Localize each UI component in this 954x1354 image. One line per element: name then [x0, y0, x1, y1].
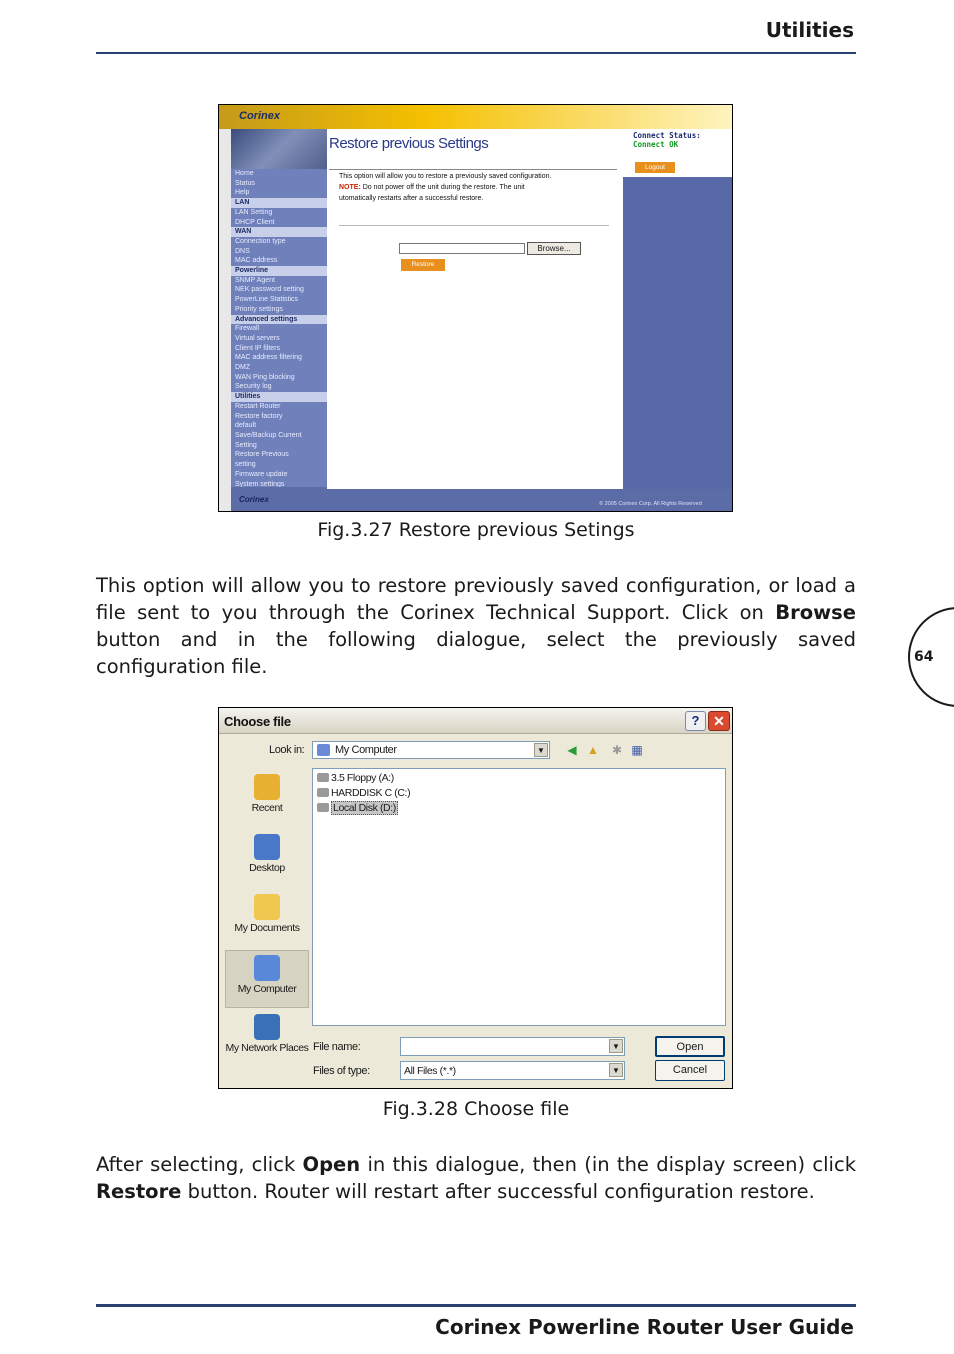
note-text: Do not power off the unit during the restore. The unit [362, 184, 525, 191]
dialog-title: Choose file [224, 714, 291, 729]
place-label: Desktop [249, 862, 285, 874]
recent-icon [254, 774, 280, 800]
paragraph-2 [96, 1151, 856, 1205]
look-in-value: My Computer [335, 744, 397, 756]
sidebar-item[interactable]: WAN Ping blocking [235, 373, 295, 381]
file-type-value: All Files (*.*) [404, 1065, 456, 1077]
chevron-down-icon[interactable]: ▼ [609, 1039, 623, 1053]
hard-drive-icon [317, 803, 329, 812]
sidebar-item[interactable]: MAC address [235, 257, 278, 265]
file-name-label: File name: [313, 1041, 361, 1053]
sidebar-item[interactable]: Restart Router [235, 402, 281, 410]
sidebar-section-header: Utilities [231, 392, 327, 402]
sidebar-item[interactable]: Connection type [235, 237, 286, 245]
para-text: After selecting, click [96, 1153, 303, 1176]
sidebar-section-header: LAN [231, 198, 327, 208]
page-header [96, 18, 856, 54]
sidebar-item[interactable]: Home [235, 170, 254, 177]
place-label: My Computer [237, 983, 297, 995]
file-name-input[interactable] [400, 1037, 625, 1056]
figure-choose-file-dialog [218, 707, 733, 1089]
restore-button[interactable]: Restore [401, 259, 445, 271]
browse-button[interactable]: Browse... [527, 242, 581, 255]
place-label: Recent [251, 802, 283, 814]
place-my-network[interactable] [225, 1010, 309, 1068]
sidebar-item[interactable]: Help [235, 189, 250, 197]
place-label: My Network Places [225, 1042, 309, 1054]
sidebar-item[interactable]: LAN Setting [235, 208, 273, 216]
title-divider [329, 169, 617, 170]
para-text: This option will allow you to restore previously saved configuration, or load a file sent to you through the Corinex Technical Support. Click on [96, 574, 856, 624]
sidebar-item[interactable]: DHCP Client [235, 218, 275, 226]
look-in-label: Look in: [269, 744, 305, 756]
right-panel [623, 177, 733, 489]
note-line [339, 182, 599, 193]
note-label: NOTE: [339, 184, 361, 191]
close-button[interactable]: ✕ [708, 711, 730, 731]
copyright: © 2005 Corinex Corp. All Rights Reserved [599, 501, 702, 507]
sidebar-item[interactable]: Save/Backup Current [235, 431, 302, 439]
floppy-drive-icon [317, 773, 329, 782]
figure-caption-2: Fig.3.28 Choose file [382, 1098, 570, 1120]
info-divider [339, 225, 609, 226]
sidebar-item[interactable]: DMZ [235, 364, 251, 372]
connect-status-label: Connect Status: [633, 131, 701, 140]
place-desktop[interactable] [225, 830, 309, 888]
sidebar-item[interactable]: Setting [235, 441, 257, 449]
back-icon[interactable]: ◀ [567, 743, 577, 757]
place-my-computer[interactable] [225, 950, 309, 1008]
top-banner [219, 105, 732, 129]
list-item[interactable]: 3.5 Floppy (A:) [317, 771, 394, 785]
list-item[interactable]: HARDDISK C (C:) [317, 786, 410, 800]
sidebar-item[interactable]: Client IP filters [235, 344, 280, 352]
para-text: button and in the following dialogue, select the previously saved configuration file. [96, 628, 856, 678]
places-bar [225, 766, 309, 1084]
section-title: Utilities [765, 18, 854, 42]
sidebar-item[interactable]: DNS [235, 247, 250, 255]
sidebar-item[interactable]: Security log [235, 383, 272, 391]
sidebar-item[interactable]: Status [235, 179, 255, 187]
page-number: 64 [914, 649, 934, 665]
para-bold: Restore [96, 1180, 182, 1203]
sidebar-section-header: Advanced settings [231, 315, 327, 325]
chevron-down-icon[interactable]: ▼ [534, 743, 548, 757]
chevron-down-icon[interactable]: ▼ [609, 1063, 623, 1077]
sidebar-item[interactable]: Virtual servers [235, 334, 280, 342]
sidebar-item[interactable]: Restore Previous [235, 451, 289, 459]
figure-restore-settings [218, 104, 733, 512]
para-bold: Browse [775, 601, 856, 624]
list-item[interactable]: Local Disk (D:) [317, 801, 398, 815]
hard-drive-icon [317, 788, 329, 797]
file-path-input[interactable] [399, 243, 525, 254]
place-my-documents[interactable] [225, 890, 309, 948]
open-button[interactable]: Open [655, 1036, 725, 1057]
cancel-button[interactable]: Cancel [655, 1060, 725, 1081]
corinex-logo: Corinex [239, 110, 280, 122]
sidebar-item[interactable]: SNMP Agent [235, 276, 275, 284]
figure-caption-1: Fig.3.27 Restore previous Setings [317, 519, 635, 541]
sidebar-item[interactable]: MAC address filtering [235, 354, 302, 362]
sidebar-item[interactable]: NEK password setting [235, 286, 304, 294]
dialog-title-bar [219, 708, 732, 734]
connect-status-value: Connect OK [633, 140, 679, 149]
network-icon [254, 1014, 280, 1040]
footer-logo: Corinex [239, 495, 269, 504]
computer-icon [317, 744, 330, 756]
sidebar-item[interactable]: Priority settings [235, 305, 283, 313]
info-line: This option will allow you to restore a previously saved configuration. [339, 173, 552, 180]
main-panel [327, 129, 623, 489]
place-label: My Documents [234, 922, 300, 934]
para-text: button. Router will restart after successful configuration restore. [181, 1180, 815, 1203]
my-documents-icon [254, 894, 280, 920]
view-menu-icon[interactable]: ▦ [631, 743, 643, 757]
sidebar-section-header: Powerline [231, 266, 327, 276]
look-in-select[interactable] [312, 741, 550, 759]
place-recent[interactable] [225, 770, 309, 828]
para-bold: Open [302, 1153, 361, 1176]
page-number-tab [908, 607, 954, 707]
guide-title: Corinex Powerline Router User Guide [435, 1315, 854, 1339]
sidebar-section-header: WAN [231, 227, 327, 237]
my-computer-icon [254, 955, 280, 981]
sidebar-item[interactable]: setting [235, 461, 256, 469]
para-text: in this dialogue, then (in the display screen) click [360, 1153, 856, 1176]
sidebar-menu [231, 169, 327, 487]
page-title: Restore previous Settings [329, 135, 489, 152]
logout-button[interactable]: Logout [635, 162, 675, 173]
sidebar-item[interactable]: default [235, 422, 257, 430]
sidebar-item[interactable]: Firmware update [235, 470, 288, 478]
banner-photo [231, 129, 327, 169]
sidebar-item[interactable]: Firewall [235, 325, 260, 333]
info-text [339, 171, 599, 204]
help-button[interactable]: ? [685, 711, 706, 731]
sidebar-item[interactable]: Restore factory [235, 412, 283, 420]
sidebar-footer [231, 487, 327, 512]
up-folder-icon[interactable]: ▲ [587, 743, 599, 757]
page-footer [96, 1304, 856, 1339]
new-folder-icon[interactable]: ✱ [611, 743, 623, 757]
info-line: utomatically restarts after a successful restore. [339, 195, 484, 202]
desktop-icon [254, 834, 280, 860]
file-type-select[interactable] [400, 1061, 625, 1080]
sidebar-item[interactable]: System settings [235, 480, 285, 488]
paragraph-1 [96, 572, 856, 680]
file-list[interactable] [312, 768, 726, 1026]
file-type-label: Files of type: [313, 1065, 370, 1077]
sidebar-item[interactable]: PowerLine Statistics [235, 296, 299, 304]
